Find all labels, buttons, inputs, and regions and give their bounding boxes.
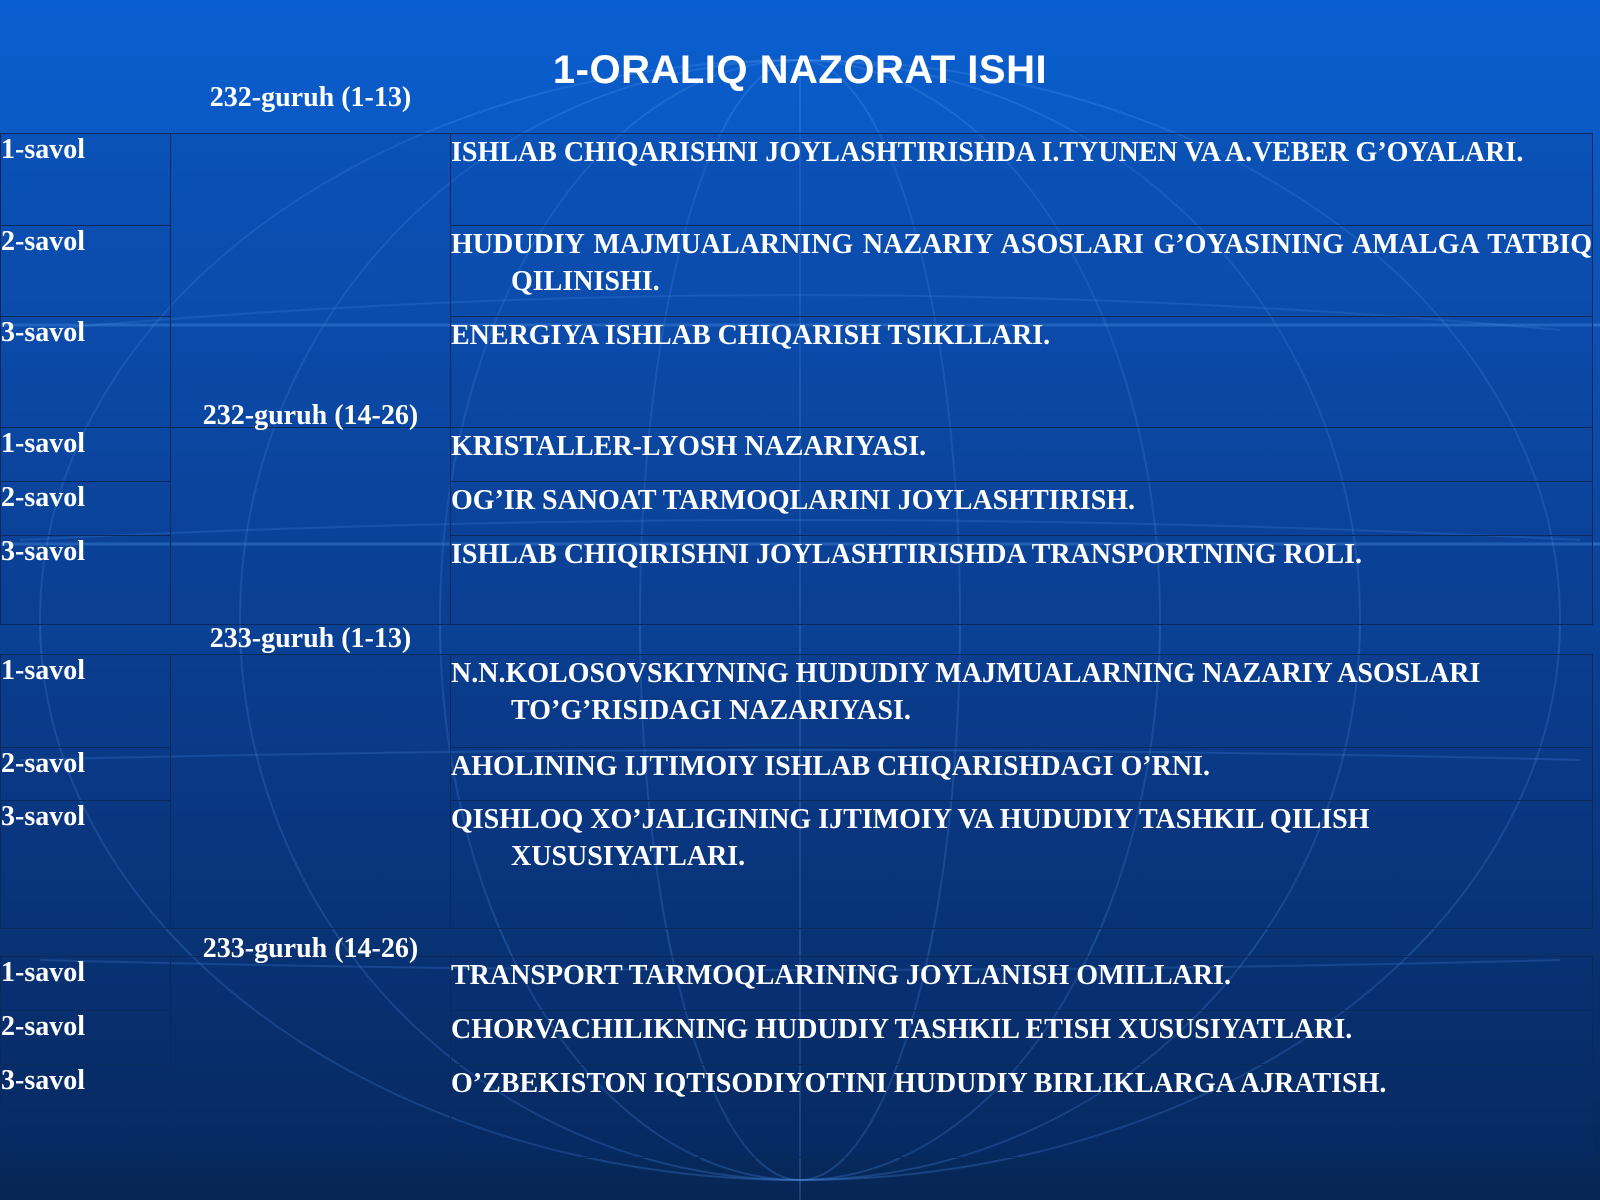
question-label: 1-savol bbox=[1, 428, 171, 482]
group-label: 232-guruh (1-13) bbox=[171, 134, 451, 428]
group-label: 233-guruh (14-26) bbox=[171, 957, 451, 1158]
question-topic: O’ZBEKISTON IQTISODIYOTINI HUDUDIY BIRLIKLARGA AJRATISH. bbox=[451, 1065, 1593, 1158]
question-table-233-14-26 bbox=[0, 933, 1593, 1158]
question-table-233-1-13 bbox=[0, 623, 1593, 929]
table-row bbox=[1, 957, 1593, 1011]
question-topic: ENERGIYA ISHLAB CHIQARISH TSIKLLARI. bbox=[451, 317, 1593, 428]
question-label: 3-savol bbox=[1, 801, 171, 929]
question-topic: N.N.KOLOSOVSKIYNING HUDUDIY MAJMUALARNING NAZARIY ASOSLARI TO’G’RISIDAGI NAZARIYASI. bbox=[451, 655, 1593, 748]
question-label: 2-savol bbox=[1, 482, 171, 536]
question-label: 2-savol bbox=[1, 1011, 171, 1065]
question-topic: KRISTALLER-LYOSH NAZARIYASI. bbox=[451, 428, 1593, 482]
group-label: 233-guruh (1-13) bbox=[171, 655, 451, 929]
table-row bbox=[1, 134, 1593, 226]
question-label: 1-savol bbox=[1, 134, 171, 226]
group-label: 232-guruh (14-26) bbox=[171, 428, 451, 625]
question-table-232-1-13 bbox=[0, 82, 1593, 428]
question-topic: ISHLAB CHIQARISHNI JOYLASHTIRISHDA I.TYUNEN VA A.VEBER G’OYALARI. bbox=[451, 134, 1593, 226]
question-label: 1-savol bbox=[1, 655, 171, 748]
question-label: 2-savol bbox=[1, 226, 171, 317]
question-label: 2-savol bbox=[1, 748, 171, 801]
question-topic: AHOLINING IJTIMOIY ISHLAB CHIQARISHDAGI O’RNI. bbox=[451, 748, 1593, 801]
question-topic: CHORVACHILIKNING HUDUDIY TASHKIL ETISH XUSUSIYATLARI. bbox=[451, 1011, 1593, 1065]
question-topic: HUDUDIY MAJMUALARNING NAZARIY ASOSLARI G’OYASINING AMALGA TATBIQ QILINISHI. bbox=[451, 226, 1593, 317]
question-topic: OG’IR SANOAT TARMOQLARINI JOYLASHTIRISH. bbox=[451, 482, 1593, 536]
question-topic: TRANSPORT TARMOQLARINING JOYLANISH OMILLARI. bbox=[451, 957, 1593, 1011]
question-topic: ISHLAB CHIQIRISHNI JOYLASHTIRISHDA TRANSPORTNING ROLI. bbox=[451, 536, 1593, 625]
question-label: 3-savol bbox=[1, 536, 171, 625]
question-table-232-14-26 bbox=[0, 400, 1593, 625]
table-row bbox=[1, 655, 1593, 748]
question-topic: QISHLOQ XO’JALIGINING IJTIMOIY VA HUDUDIY TASHKIL QILISH XUSUSIYATLARI. bbox=[451, 801, 1593, 929]
question-label: 1-savol bbox=[1, 957, 171, 1011]
question-label: 3-savol bbox=[1, 317, 171, 428]
question-label: 3-savol bbox=[1, 1065, 171, 1158]
page-title: 1-ORALIQ NAZORAT ISHI bbox=[552, 48, 1048, 92]
table-row bbox=[1, 428, 1593, 482]
